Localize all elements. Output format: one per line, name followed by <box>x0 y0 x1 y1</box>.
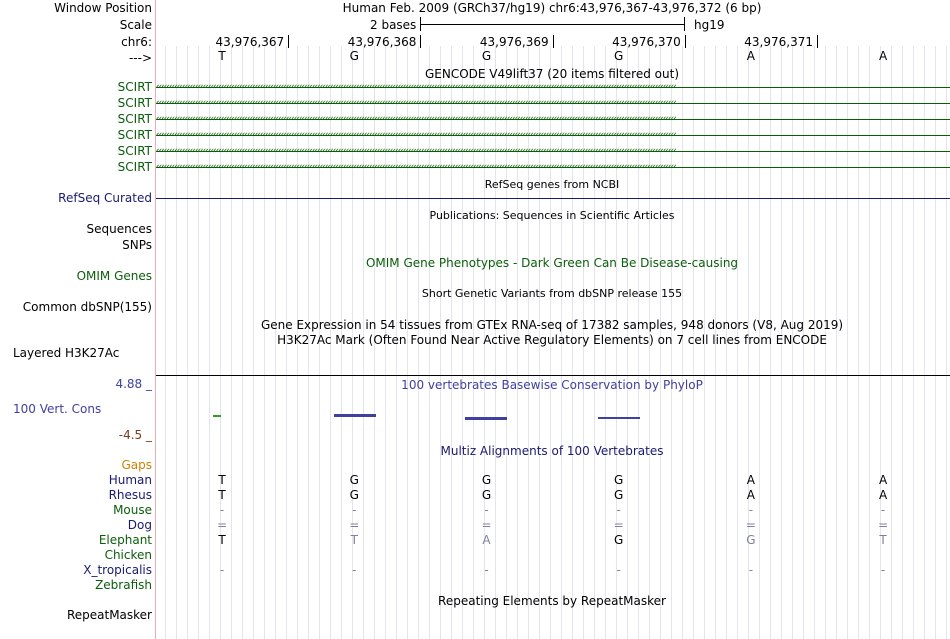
phylop-track-title: 100 vertebrates Basewise Conservation by PhyloP <box>401 378 703 392</box>
scale-text: 2 bases <box>370 18 417 32</box>
scale-bar <box>420 17 685 31</box>
sequences-label[interactable]: Sequences <box>86 222 152 236</box>
aligned-base: G <box>614 473 624 487</box>
ruler-tick <box>685 35 686 48</box>
aligned-base: G <box>614 533 624 547</box>
strand-label[interactable]: ---> <box>128 51 152 65</box>
aligned-base: G <box>349 488 359 502</box>
reference-base: G <box>481 49 492 63</box>
aligned-base: T <box>218 533 226 547</box>
ruler-tick-label: 43,976,370 <box>612 35 681 49</box>
aligned-base: - <box>616 503 621 517</box>
scirt-label[interactable]: SCIRT <box>117 160 152 174</box>
assembly-label: hg19 <box>694 18 725 32</box>
species-label[interactable]: Rhesus <box>108 488 152 502</box>
scirt-label[interactable]: SCIRT <box>117 112 152 126</box>
aligned-base: T <box>879 533 887 547</box>
aligned-base: - <box>880 503 886 517</box>
aligned-base: T <box>218 473 226 487</box>
aligned-base: - <box>484 503 489 517</box>
common-dbsnp-label[interactable]: Common dbSNP(155) <box>22 300 152 314</box>
reference-base: A <box>746 49 755 63</box>
ruler-tick-label: 43,976,371 <box>744 35 813 49</box>
aligned-base: A <box>746 473 755 487</box>
species-label[interactable]: Chicken <box>104 548 152 562</box>
aligned-base: T <box>350 533 358 547</box>
aligned-base: A <box>746 488 755 502</box>
aligned-base: - <box>748 503 754 517</box>
aligned-base: - <box>352 503 357 517</box>
aligned-base: - <box>219 503 225 517</box>
scirt-label[interactable]: SCIRT <box>117 144 152 158</box>
scirt-label[interactable]: SCIRT <box>117 80 152 94</box>
refseq-gene-line[interactable] <box>156 198 950 199</box>
aligned-base: G <box>614 488 624 502</box>
scirt-transcript-axis <box>156 119 950 120</box>
gaps-label[interactable]: Gaps <box>121 458 152 472</box>
ruler-tick-label: 43,976,369 <box>479 35 549 49</box>
aligned-base: - <box>219 563 225 577</box>
aligned-base: = <box>745 518 756 532</box>
phylop-bar <box>598 417 640 419</box>
chr-label: chr6: <box>121 35 152 49</box>
aligned-base: = <box>481 518 492 532</box>
scirt-transcript-axis <box>156 167 950 168</box>
aligned-base: = <box>349 518 360 532</box>
layered-h3k27ac-label[interactable]: Layered H3K27Ac <box>13 346 120 360</box>
species-label[interactable]: X_tropicalis <box>83 563 152 577</box>
aligned-base: - <box>484 563 489 577</box>
reference-base: A <box>878 49 888 63</box>
reference-base: T <box>218 49 226 63</box>
species-label[interactable]: Mouse <box>113 503 152 517</box>
ruler-tick-label: 43,976,367 <box>215 35 285 49</box>
phylop-bar <box>334 414 376 417</box>
gencode-track-title: GENCODE V49lift37 (20 items filtered out) <box>424 67 680 81</box>
aligned-base: = <box>217 518 228 532</box>
publications-track-title: Publications: Sequences in Scientific Articles <box>429 209 675 222</box>
scirt-transcript-axis <box>156 151 950 152</box>
genome-browser-track-image[interactable] <box>156 0 950 639</box>
aligned-base: - <box>352 563 357 577</box>
aligned-base: A <box>482 533 491 547</box>
ruler-tick <box>420 35 421 48</box>
omim-track-title: OMIM Gene Phenotypes - Dark Green Can Be Disease-causing <box>365 256 739 270</box>
aligned-base: - <box>616 563 621 577</box>
phylop-max-label: 4.88 _ <box>115 377 152 391</box>
aligned-base: A <box>878 488 888 502</box>
phylop-min-label: -4.5 _ <box>118 428 152 442</box>
refseq-track-title: RefSeq genes from NCBI <box>484 178 620 191</box>
species-label[interactable]: Elephant <box>98 533 152 547</box>
scale-label: Scale <box>119 18 152 32</box>
window-position-label: Window Position <box>54 1 152 15</box>
ruler-tick <box>288 35 289 48</box>
aligned-base: - <box>880 563 886 577</box>
aligned-base: = <box>613 518 624 532</box>
scirt-transcript-axis <box>156 87 950 88</box>
aligned-base: G <box>746 533 756 547</box>
aligned-base: - <box>748 563 754 577</box>
scirt-label[interactable]: SCIRT <box>117 96 152 110</box>
reference-base: G <box>614 49 624 63</box>
scirt-transcript-axis <box>156 103 950 104</box>
h3k27ac-track-title: H3K27Ac Mark (Often Found Near Active Regulatory Elements) on 7 cell lines from ENCODE <box>277 333 827 347</box>
phylop-bar <box>213 415 221 417</box>
aligned-base: T <box>218 488 226 502</box>
omim-genes-label[interactable]: OMIM Genes <box>76 269 152 283</box>
aligned-base: A <box>878 473 888 487</box>
vert-cons-label[interactable]: 100 Vert. Cons <box>13 402 102 416</box>
ruler-tick <box>553 35 554 48</box>
ruler-tick <box>817 35 818 48</box>
position-title: Human Feb. 2009 (GRCh37/hg19) chr6:43,976,367-43,976,372 (6 bp) <box>342 1 762 15</box>
species-label[interactable]: Zebrafish <box>95 578 152 592</box>
species-label[interactable]: Human <box>108 473 152 487</box>
multiz-track-title: Multiz Alignments of 100 Vertebrates <box>440 444 664 458</box>
phylop-bar <box>465 417 507 420</box>
h3k27ac-baseline <box>156 375 950 376</box>
snps-label[interactable]: SNPs <box>122 238 152 252</box>
aligned-base: G <box>349 473 359 487</box>
repeatmasker-label[interactable]: RepeatMasker <box>66 608 152 622</box>
species-label[interactable]: Dog <box>127 518 152 532</box>
scirt-label[interactable]: SCIRT <box>117 128 152 142</box>
scirt-transcript-axis <box>156 135 950 136</box>
reference-base: G <box>349 49 359 63</box>
aligned-base: G <box>481 488 492 502</box>
ruler-tick-label: 43,976,368 <box>347 35 417 49</box>
aligned-base: G <box>481 473 492 487</box>
repeatmasker-track-title: Repeating Elements by RepeatMasker <box>438 594 666 608</box>
aligned-base: = <box>878 518 889 532</box>
gtex-track-title: Gene Expression in 54 tissues from GTEx RNA-seq of 17382 samples, 948 donors (V8, Aug 2019) <box>260 318 844 332</box>
track-labels-panel <box>0 0 156 639</box>
refseq-curated-label[interactable]: RefSeq Curated <box>58 191 152 205</box>
dbsnp-track-title: Short Genetic Variants from dbSNP release 155 <box>421 287 683 300</box>
